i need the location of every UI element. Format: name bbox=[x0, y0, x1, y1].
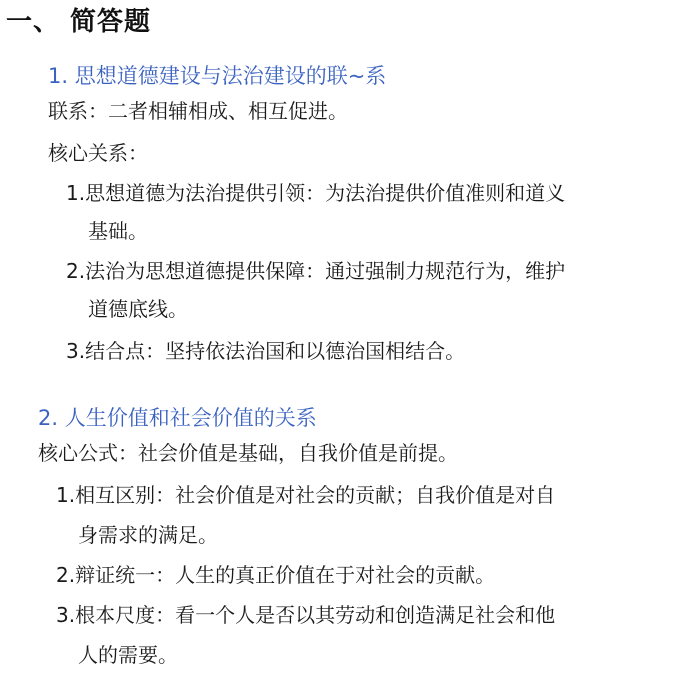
item-text: 相互区别：社会价值是对社会的贡献；自我价值是对自 bbox=[75, 483, 556, 507]
item-text: 结合点：坚持依法治国和以德治国相结合。 bbox=[85, 339, 466, 363]
item-number: 2. bbox=[66, 259, 86, 283]
section-2-item-1 bbox=[56, 482, 555, 509]
item-text: 根本尺度：看一个人是否以其劳动和创造满足社会和他 bbox=[75, 603, 556, 627]
page-heading: 一、 简答题 bbox=[6, 7, 152, 37]
item-text: 辩证统一：人生的真正价值在于对社会的贡献。 bbox=[75, 563, 496, 587]
item-number: 3. bbox=[56, 603, 76, 627]
item-number: 1. bbox=[66, 181, 86, 205]
item-number: 1. bbox=[56, 483, 76, 507]
section-2-item-3 bbox=[56, 602, 555, 629]
section-1-core-label: 核心关系： bbox=[48, 141, 148, 165]
section-1-title: 1. 思想道德建设与法治建设的联~系 bbox=[48, 64, 387, 88]
item-number: 3. bbox=[66, 339, 86, 363]
section-1-item-2-cont: 道德底线。 bbox=[88, 297, 188, 321]
section-1-item-1-cont: 基础。 bbox=[88, 219, 148, 243]
section-2-title: 2. 人生价值和社会价值的关系 bbox=[38, 406, 317, 430]
item-number: 2. bbox=[56, 563, 76, 587]
section-1-item-2 bbox=[66, 258, 565, 285]
section-2-formula: 核心公式：社会价值是基础，自我价值是前提。 bbox=[38, 441, 458, 465]
section-2-item-1-cont: 身需求的满足。 bbox=[78, 523, 218, 547]
item-text: 法治为思想道德提供保障：通过强制力规范行为，维护 bbox=[85, 259, 566, 283]
section-2-item-2 bbox=[56, 562, 495, 589]
item-text: 思想道德为法治提供引领：为法治提供价值准则和道义 bbox=[85, 181, 566, 205]
section-1-item-3 bbox=[66, 338, 465, 365]
section-1-item-1 bbox=[66, 180, 565, 207]
section-1-relation: 联系：二者相辅相成、相互促进。 bbox=[48, 99, 348, 123]
section-2-item-3-cont: 人的需要。 bbox=[78, 643, 178, 667]
